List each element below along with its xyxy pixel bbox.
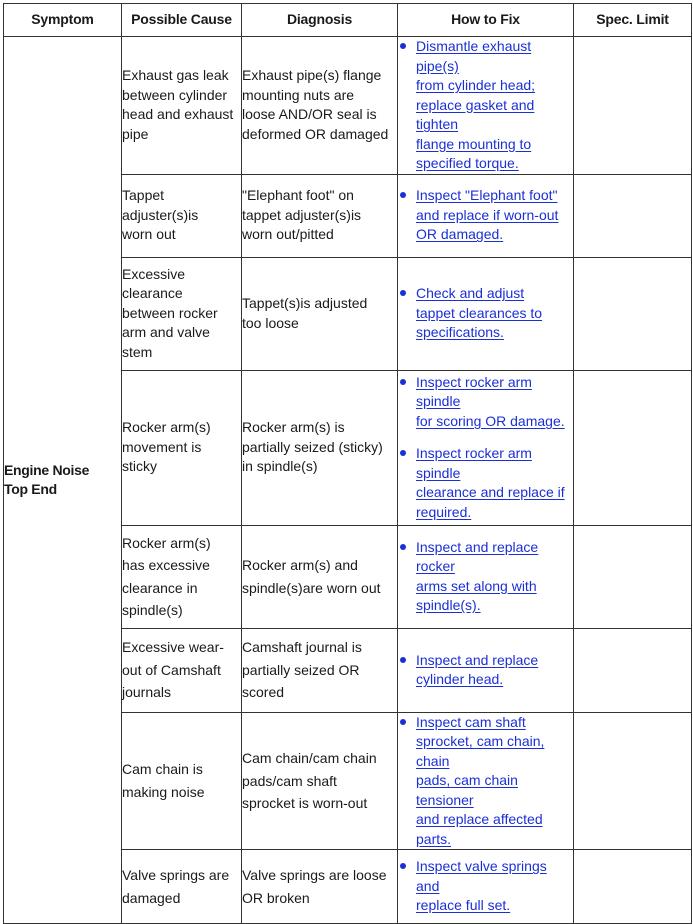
cause-text: Tappet	[122, 187, 165, 204]
cause-text: Valve springs are	[122, 867, 230, 883]
fix-item	[398, 373, 573, 432]
cause-text: worn out	[122, 226, 176, 243]
fix-item	[398, 186, 573, 245]
cause-text: Cam chain is	[122, 761, 203, 778]
bullet-icon	[400, 544, 406, 550]
fix-cell	[398, 37, 574, 175]
spec-limit-cell	[574, 628, 692, 712]
cause-text: head and exhaust	[122, 106, 234, 123]
spec-limit-cell	[574, 257, 692, 370]
fix-link[interactable]: Check and adjust tappet clearances to specifications.	[416, 285, 543, 341]
spec-limit-cell	[574, 370, 692, 525]
bullet-icon	[400, 192, 406, 198]
cause-text: Rocker arm(s)	[122, 534, 211, 551]
diagnosis-text: Exhaust pipe(s) flange	[242, 67, 382, 84]
diagnosis-text: scored	[242, 684, 285, 701]
fix-link[interactable]: Inspect "Elephant foot" and replace if worn-out OR damaged.	[416, 187, 559, 243]
cause-text: movement is	[122, 438, 202, 455]
cause-text: out of Camshaft	[122, 661, 221, 678]
diagnosis-text: "Elephant foot" on	[242, 187, 354, 204]
spec-limit-cell	[574, 174, 692, 257]
fix-item	[398, 651, 573, 690]
diagnosis-text: sprocket is worn-out	[242, 795, 368, 811]
symptom-cell	[4, 37, 122, 924]
cause-text: damaged	[122, 889, 181, 906]
diagnosis-cell	[242, 37, 398, 175]
cause-text: spindle(s)	[122, 602, 183, 618]
fix-cell	[398, 370, 574, 525]
bullet-icon	[400, 290, 406, 296]
bullet-icon	[400, 863, 406, 869]
fix-link[interactable]: Inspect and replace cylinder head.	[416, 651, 539, 687]
bullet-icon	[400, 657, 406, 663]
diagnosis-text: partially seized (sticky)	[242, 438, 383, 455]
diagnosis-text: too loose	[242, 314, 299, 331]
bullet-icon	[400, 43, 406, 49]
diagnosis-text: Valve springs are loose	[242, 867, 387, 883]
diagnosis-text: Cam chain/cam chain	[242, 750, 377, 766]
fix-cell	[398, 712, 574, 850]
fix-cell	[398, 850, 574, 924]
fix-list	[398, 651, 573, 690]
diagnosis-text: OR broken	[242, 889, 310, 906]
fix-item	[398, 713, 573, 850]
fix-link[interactable]: Inspect valve springs and replace full set.	[416, 858, 547, 914]
header-symptom: Symptom	[4, 4, 122, 37]
cause-text: between cylinder	[122, 86, 228, 103]
cause-text: clearance in	[122, 579, 198, 596]
table-row	[4, 37, 692, 175]
bullet-icon	[400, 450, 406, 456]
cause-text: Exhaust gas leak	[122, 67, 229, 84]
cause-text: pipe	[122, 125, 149, 142]
cause-text: Excessive wear-	[122, 639, 224, 656]
header-row	[4, 4, 692, 37]
fix-list	[398, 373, 573, 523]
cause-cell	[122, 850, 242, 924]
cause-text: has excessive	[122, 557, 210, 573]
cause-text: between rocker	[122, 304, 218, 321]
cause-cell	[122, 174, 242, 257]
fix-cell	[398, 257, 574, 370]
cause-cell	[122, 370, 242, 525]
symptom-line: Top End	[4, 481, 57, 497]
header-diagnosis: Diagnosis	[242, 4, 398, 37]
fix-link[interactable]: Inspect and replace rocker arms set along with spindle(s).	[416, 538, 539, 613]
fix-item	[398, 284, 573, 343]
diagnosis-text: deformed OR damaged	[242, 125, 389, 142]
fix-list	[398, 538, 573, 616]
diagnosis-text: loose AND/OR seal is	[242, 106, 377, 123]
cause-text: clearance	[122, 285, 183, 302]
cause-text: Excessive	[122, 265, 186, 282]
fix-link[interactable]: Dismantle exhaust pipe(s) from cylinder head; replace gasket and tighten flange mounting to specified torque.	[416, 38, 536, 171]
diagnosis-text: mounting nuts are	[242, 86, 355, 103]
diagnosis-text: tappet adjuster(s)is	[242, 206, 362, 223]
fix-list	[398, 37, 573, 174]
header-spec-limit: Spec. Limit	[574, 4, 692, 37]
diagnosis-text: Rocker arm(s) and	[242, 557, 358, 573]
troubleshooting-table	[3, 3, 692, 924]
spec-limit-cell	[574, 712, 692, 850]
fix-item	[398, 37, 573, 174]
cause-text: journals	[122, 684, 172, 701]
cause-text: arm and valve	[122, 324, 210, 341]
diagnosis-cell	[242, 628, 398, 712]
diagnosis-cell	[242, 850, 398, 924]
fix-item	[398, 444, 573, 522]
cause-text: sticky	[122, 458, 157, 475]
cause-cell	[122, 525, 242, 628]
bullet-icon	[400, 719, 406, 725]
cause-text: Rocker arm(s)	[122, 419, 211, 436]
diagnosis-text: in spindle(s)	[242, 458, 318, 475]
fix-list	[398, 186, 573, 245]
diagnosis-text: Rocker arm(s) is	[242, 419, 345, 436]
spec-limit-cell	[574, 850, 692, 924]
fix-list	[398, 713, 573, 850]
diagnosis-cell	[242, 370, 398, 525]
cause-text: making noise	[122, 783, 205, 800]
fix-link[interactable]: Inspect rocker arm spindle for scoring OR damage.	[416, 373, 565, 429]
spec-limit-cell	[574, 37, 692, 175]
header-how-to-fix: How to Fix	[398, 4, 574, 37]
cause-cell	[122, 257, 242, 370]
symptom-line: Engine Noise	[4, 461, 90, 478]
diagnosis-cell	[242, 712, 398, 850]
fix-list	[398, 284, 573, 343]
fix-cell	[398, 628, 574, 712]
cause-text: stem	[122, 343, 153, 360]
spec-limit-cell	[574, 525, 692, 628]
diagnosis-cell	[242, 174, 398, 257]
diagnosis-text: partially seized OR	[242, 661, 360, 678]
diagnosis-cell	[242, 525, 398, 628]
diagnosis-text: Tappet(s)is adjusted	[242, 295, 368, 311]
fix-cell	[398, 174, 574, 257]
cause-cell	[122, 37, 242, 175]
cause-text: adjuster(s)is	[122, 206, 199, 223]
diagnosis-text: pads/cam shaft	[242, 772, 337, 789]
fix-link[interactable]: Inspect cam shaft sprocket, cam chain, chain pads, cam chain tensioner and replace affected parts.	[416, 713, 545, 847]
diagnosis-text: worn out/pitted	[242, 226, 334, 243]
header-possible-cause: Possible Cause	[122, 4, 242, 37]
diagnosis-text: Camshaft journal is	[242, 639, 362, 656]
fix-link[interactable]: Inspect rocker arm spindle clearance and replace if required.	[416, 445, 565, 520]
fix-item	[398, 538, 573, 616]
diagnosis-cell	[242, 257, 398, 370]
fix-cell	[398, 525, 574, 628]
diagnosis-text: spindle(s)are worn out	[242, 579, 381, 596]
cause-cell	[122, 712, 242, 850]
bullet-icon	[400, 379, 406, 385]
cause-cell	[122, 628, 242, 712]
